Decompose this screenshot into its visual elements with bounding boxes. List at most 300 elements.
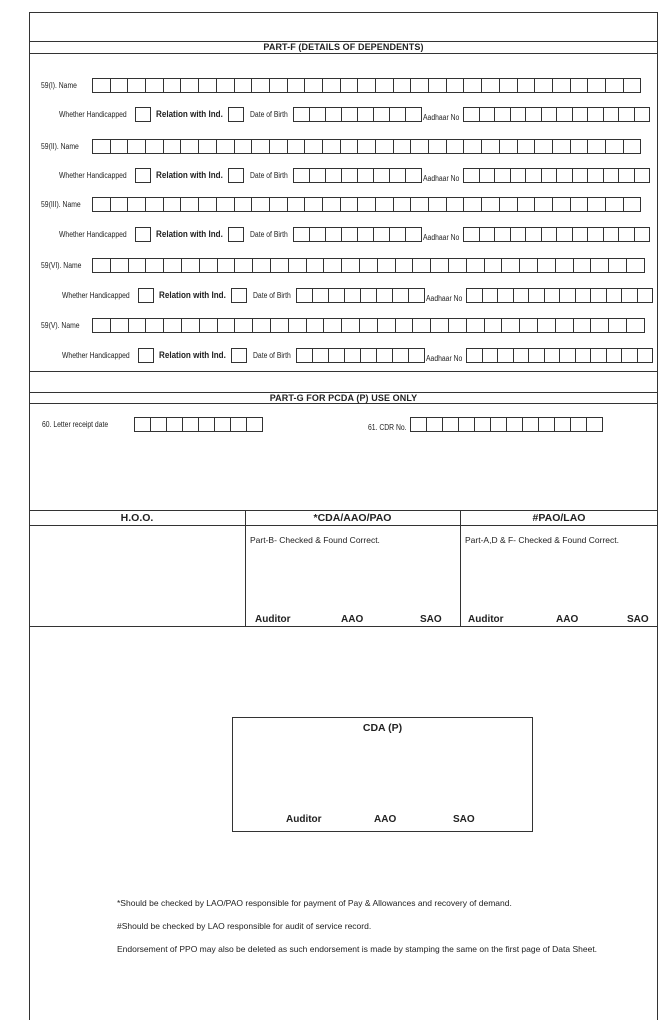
char-box[interactable] bbox=[163, 197, 182, 212]
char-box[interactable] bbox=[92, 318, 111, 333]
char-box[interactable] bbox=[556, 107, 573, 122]
dependent-name-boxes[interactable] bbox=[92, 258, 644, 273]
char-box[interactable] bbox=[198, 417, 215, 432]
char-box[interactable] bbox=[446, 78, 465, 93]
char-box[interactable] bbox=[341, 227, 358, 242]
char-box[interactable] bbox=[605, 139, 624, 154]
char-box[interactable] bbox=[499, 197, 518, 212]
char-box[interactable] bbox=[296, 348, 313, 363]
char-box[interactable] bbox=[163, 318, 182, 333]
char-box[interactable] bbox=[395, 258, 414, 273]
char-box[interactable] bbox=[127, 78, 146, 93]
char-box[interactable] bbox=[517, 78, 536, 93]
char-box[interactable] bbox=[626, 258, 645, 273]
char-box[interactable] bbox=[341, 168, 358, 183]
char-box[interactable] bbox=[481, 78, 500, 93]
char-box[interactable] bbox=[393, 197, 412, 212]
char-box[interactable] bbox=[251, 139, 270, 154]
char-box[interactable] bbox=[328, 348, 345, 363]
aadhaar-boxes[interactable] bbox=[466, 288, 652, 303]
char-box[interactable] bbox=[519, 258, 538, 273]
char-box[interactable] bbox=[304, 197, 323, 212]
char-box[interactable] bbox=[410, 197, 429, 212]
char-box[interactable] bbox=[410, 78, 429, 93]
char-box[interactable] bbox=[234, 258, 253, 273]
char-box[interactable] bbox=[463, 227, 480, 242]
char-box[interactable] bbox=[559, 288, 576, 303]
char-box[interactable] bbox=[528, 348, 545, 363]
char-box[interactable] bbox=[341, 258, 360, 273]
char-box[interactable] bbox=[216, 78, 235, 93]
char-box[interactable] bbox=[181, 318, 200, 333]
handicapped-checkbox[interactable] bbox=[135, 227, 151, 242]
char-box[interactable] bbox=[603, 107, 620, 122]
char-box[interactable] bbox=[552, 197, 571, 212]
char-box[interactable] bbox=[541, 168, 558, 183]
relation-checkbox[interactable] bbox=[228, 168, 244, 183]
char-box[interactable] bbox=[608, 258, 627, 273]
char-box[interactable] bbox=[528, 288, 545, 303]
char-box[interactable] bbox=[430, 258, 449, 273]
char-box[interactable] bbox=[494, 107, 511, 122]
char-box[interactable] bbox=[517, 197, 536, 212]
char-box[interactable] bbox=[556, 168, 573, 183]
char-box[interactable] bbox=[525, 227, 542, 242]
char-box[interactable] bbox=[92, 258, 111, 273]
char-box[interactable] bbox=[110, 78, 129, 93]
char-box[interactable] bbox=[426, 417, 443, 432]
char-box[interactable] bbox=[341, 107, 358, 122]
char-box[interactable] bbox=[322, 78, 341, 93]
char-box[interactable] bbox=[552, 78, 571, 93]
char-box[interactable] bbox=[182, 417, 199, 432]
char-box[interactable] bbox=[128, 258, 147, 273]
char-box[interactable] bbox=[573, 258, 592, 273]
char-box[interactable] bbox=[618, 107, 635, 122]
char-box[interactable] bbox=[252, 258, 271, 273]
char-box[interactable] bbox=[481, 139, 500, 154]
dependent-name-boxes[interactable] bbox=[92, 318, 644, 333]
char-box[interactable] bbox=[587, 168, 604, 183]
char-box[interactable] bbox=[466, 288, 483, 303]
char-box[interactable] bbox=[180, 197, 199, 212]
char-box[interactable] bbox=[555, 258, 574, 273]
char-box[interactable] bbox=[618, 168, 635, 183]
char-box[interactable] bbox=[490, 417, 507, 432]
handicapped-checkbox[interactable] bbox=[135, 107, 151, 122]
char-box[interactable] bbox=[603, 227, 620, 242]
char-box[interactable] bbox=[481, 197, 500, 212]
char-box[interactable] bbox=[482, 348, 499, 363]
char-box[interactable] bbox=[181, 258, 200, 273]
char-box[interactable] bbox=[252, 318, 271, 333]
char-box[interactable] bbox=[198, 78, 217, 93]
char-box[interactable] bbox=[322, 139, 341, 154]
char-box[interactable] bbox=[163, 78, 182, 93]
char-box[interactable] bbox=[360, 288, 377, 303]
dependent-name-boxes[interactable] bbox=[92, 139, 640, 154]
char-box[interactable] bbox=[497, 288, 514, 303]
char-box[interactable] bbox=[428, 139, 447, 154]
char-box[interactable] bbox=[269, 139, 288, 154]
char-box[interactable] bbox=[312, 348, 329, 363]
date-of-birth-boxes[interactable] bbox=[293, 227, 421, 242]
char-box[interactable] bbox=[375, 197, 394, 212]
char-box[interactable] bbox=[448, 318, 467, 333]
char-box[interactable] bbox=[513, 288, 530, 303]
char-box[interactable] bbox=[134, 417, 151, 432]
char-box[interactable] bbox=[304, 78, 323, 93]
char-box[interactable] bbox=[590, 288, 607, 303]
char-box[interactable] bbox=[110, 197, 129, 212]
date-of-birth-boxes[interactable] bbox=[293, 107, 421, 122]
char-box[interactable] bbox=[466, 258, 485, 273]
char-box[interactable] bbox=[393, 139, 412, 154]
char-box[interactable] bbox=[410, 417, 427, 432]
char-box[interactable] bbox=[325, 107, 342, 122]
char-box[interactable] bbox=[623, 78, 642, 93]
char-box[interactable] bbox=[575, 288, 592, 303]
char-box[interactable] bbox=[556, 227, 573, 242]
char-box[interactable] bbox=[344, 348, 361, 363]
char-box[interactable] bbox=[304, 139, 323, 154]
char-box[interactable] bbox=[145, 258, 164, 273]
char-box[interactable] bbox=[501, 258, 520, 273]
char-box[interactable] bbox=[621, 288, 638, 303]
char-box[interactable] bbox=[393, 78, 412, 93]
char-box[interactable] bbox=[357, 107, 374, 122]
char-box[interactable] bbox=[570, 139, 589, 154]
char-box[interactable] bbox=[110, 318, 129, 333]
char-box[interactable] bbox=[541, 107, 558, 122]
char-box[interactable] bbox=[463, 168, 480, 183]
char-box[interactable] bbox=[309, 227, 326, 242]
char-box[interactable] bbox=[389, 107, 406, 122]
char-box[interactable] bbox=[575, 348, 592, 363]
char-box[interactable] bbox=[463, 107, 480, 122]
char-box[interactable] bbox=[359, 258, 378, 273]
relation-checkbox[interactable] bbox=[231, 348, 247, 363]
char-box[interactable] bbox=[463, 78, 482, 93]
char-box[interactable] bbox=[466, 318, 485, 333]
char-box[interactable] bbox=[293, 227, 310, 242]
char-box[interactable] bbox=[287, 139, 306, 154]
char-box[interactable] bbox=[590, 348, 607, 363]
relation-checkbox[interactable] bbox=[228, 107, 244, 122]
letter-receipt-date-boxes[interactable] bbox=[134, 417, 262, 432]
char-box[interactable] bbox=[405, 168, 422, 183]
char-box[interactable] bbox=[163, 139, 182, 154]
char-box[interactable] bbox=[587, 197, 606, 212]
aadhaar-boxes[interactable] bbox=[463, 168, 649, 183]
char-box[interactable] bbox=[634, 168, 651, 183]
char-box[interactable] bbox=[412, 318, 431, 333]
char-box[interactable] bbox=[312, 288, 329, 303]
char-box[interactable] bbox=[412, 258, 431, 273]
char-box[interactable] bbox=[389, 168, 406, 183]
char-box[interactable] bbox=[555, 318, 574, 333]
char-box[interactable] bbox=[198, 197, 217, 212]
char-box[interactable] bbox=[410, 139, 429, 154]
char-box[interactable] bbox=[110, 258, 129, 273]
char-box[interactable] bbox=[269, 78, 288, 93]
char-box[interactable] bbox=[537, 258, 556, 273]
char-box[interactable] bbox=[127, 197, 146, 212]
char-box[interactable] bbox=[360, 348, 377, 363]
char-box[interactable] bbox=[373, 227, 390, 242]
char-box[interactable] bbox=[359, 318, 378, 333]
char-box[interactable] bbox=[570, 197, 589, 212]
handicapped-checkbox[interactable] bbox=[138, 348, 154, 363]
char-box[interactable] bbox=[128, 318, 147, 333]
char-box[interactable] bbox=[341, 318, 360, 333]
char-box[interactable] bbox=[306, 318, 325, 333]
char-box[interactable] bbox=[357, 197, 376, 212]
char-box[interactable] bbox=[623, 197, 642, 212]
char-box[interactable] bbox=[357, 78, 376, 93]
char-box[interactable] bbox=[230, 417, 247, 432]
char-box[interactable] bbox=[357, 168, 374, 183]
char-box[interactable] bbox=[510, 227, 527, 242]
date-of-birth-boxes[interactable] bbox=[296, 288, 424, 303]
char-box[interactable] bbox=[501, 318, 520, 333]
char-box[interactable] bbox=[513, 348, 530, 363]
char-box[interactable] bbox=[626, 318, 645, 333]
char-box[interactable] bbox=[605, 78, 624, 93]
char-box[interactable] bbox=[606, 288, 623, 303]
char-box[interactable] bbox=[357, 227, 374, 242]
char-box[interactable] bbox=[377, 258, 396, 273]
char-box[interactable] bbox=[392, 288, 409, 303]
char-box[interactable] bbox=[637, 288, 654, 303]
char-box[interactable] bbox=[428, 197, 447, 212]
char-box[interactable] bbox=[538, 417, 555, 432]
char-box[interactable] bbox=[246, 417, 263, 432]
char-box[interactable] bbox=[340, 139, 359, 154]
char-box[interactable] bbox=[494, 227, 511, 242]
char-box[interactable] bbox=[127, 139, 146, 154]
char-box[interactable] bbox=[375, 139, 394, 154]
char-box[interactable] bbox=[494, 168, 511, 183]
char-box[interactable] bbox=[405, 107, 422, 122]
char-box[interactable] bbox=[634, 107, 651, 122]
char-box[interactable] bbox=[463, 197, 482, 212]
char-box[interactable] bbox=[145, 197, 164, 212]
char-box[interactable] bbox=[217, 258, 236, 273]
char-box[interactable] bbox=[442, 417, 459, 432]
char-box[interactable] bbox=[482, 288, 499, 303]
char-box[interactable] bbox=[544, 348, 561, 363]
char-box[interactable] bbox=[484, 258, 503, 273]
char-box[interactable] bbox=[340, 78, 359, 93]
char-box[interactable] bbox=[296, 288, 313, 303]
char-box[interactable] bbox=[552, 139, 571, 154]
aadhaar-boxes[interactable] bbox=[463, 227, 649, 242]
char-box[interactable] bbox=[150, 417, 167, 432]
char-box[interactable] bbox=[623, 139, 642, 154]
char-box[interactable] bbox=[525, 107, 542, 122]
char-box[interactable] bbox=[234, 197, 253, 212]
char-box[interactable] bbox=[590, 258, 609, 273]
date-of-birth-boxes[interactable] bbox=[293, 168, 421, 183]
char-box[interactable] bbox=[570, 417, 587, 432]
char-box[interactable] bbox=[328, 288, 345, 303]
char-box[interactable] bbox=[214, 417, 231, 432]
char-box[interactable] bbox=[525, 168, 542, 183]
char-box[interactable] bbox=[537, 318, 556, 333]
char-box[interactable] bbox=[306, 258, 325, 273]
char-box[interactable] bbox=[474, 417, 491, 432]
char-box[interactable] bbox=[479, 227, 496, 242]
char-box[interactable] bbox=[340, 197, 359, 212]
char-box[interactable] bbox=[430, 318, 449, 333]
char-box[interactable] bbox=[216, 139, 235, 154]
char-box[interactable] bbox=[198, 139, 217, 154]
char-box[interactable] bbox=[270, 258, 289, 273]
char-box[interactable] bbox=[92, 197, 111, 212]
char-box[interactable] bbox=[377, 318, 396, 333]
char-box[interactable] bbox=[446, 197, 465, 212]
char-box[interactable] bbox=[603, 168, 620, 183]
char-box[interactable] bbox=[376, 288, 393, 303]
char-box[interactable] bbox=[573, 318, 592, 333]
char-box[interactable] bbox=[288, 318, 307, 333]
char-box[interactable] bbox=[484, 318, 503, 333]
char-box[interactable] bbox=[590, 318, 609, 333]
char-box[interactable] bbox=[288, 258, 307, 273]
char-box[interactable] bbox=[554, 417, 571, 432]
char-box[interactable] bbox=[570, 78, 589, 93]
char-box[interactable] bbox=[293, 168, 310, 183]
char-box[interactable] bbox=[376, 348, 393, 363]
char-box[interactable] bbox=[519, 318, 538, 333]
char-box[interactable] bbox=[587, 107, 604, 122]
char-box[interactable] bbox=[499, 139, 518, 154]
char-box[interactable] bbox=[395, 318, 414, 333]
char-box[interactable] bbox=[572, 107, 589, 122]
char-box[interactable] bbox=[637, 348, 654, 363]
char-box[interactable] bbox=[408, 288, 425, 303]
char-box[interactable] bbox=[323, 258, 342, 273]
relation-checkbox[interactable] bbox=[228, 227, 244, 242]
char-box[interactable] bbox=[145, 78, 164, 93]
char-box[interactable] bbox=[587, 139, 606, 154]
char-box[interactable] bbox=[199, 318, 218, 333]
cdr-no-boxes[interactable] bbox=[410, 417, 602, 432]
char-box[interactable] bbox=[293, 107, 310, 122]
char-box[interactable] bbox=[572, 227, 589, 242]
char-box[interactable] bbox=[510, 107, 527, 122]
char-box[interactable] bbox=[479, 168, 496, 183]
char-box[interactable] bbox=[309, 168, 326, 183]
char-box[interactable] bbox=[458, 417, 475, 432]
char-box[interactable] bbox=[344, 288, 361, 303]
char-box[interactable] bbox=[309, 107, 326, 122]
char-box[interactable] bbox=[586, 417, 603, 432]
char-box[interactable] bbox=[544, 288, 561, 303]
char-box[interactable] bbox=[534, 197, 553, 212]
char-box[interactable] bbox=[517, 139, 536, 154]
char-box[interactable] bbox=[234, 318, 253, 333]
char-box[interactable] bbox=[534, 139, 553, 154]
char-box[interactable] bbox=[522, 417, 539, 432]
char-box[interactable] bbox=[506, 417, 523, 432]
char-box[interactable] bbox=[373, 107, 390, 122]
aadhaar-boxes[interactable] bbox=[463, 107, 649, 122]
char-box[interactable] bbox=[608, 318, 627, 333]
dependent-name-boxes[interactable] bbox=[92, 197, 640, 212]
char-box[interactable] bbox=[606, 348, 623, 363]
char-box[interactable] bbox=[618, 227, 635, 242]
char-box[interactable] bbox=[110, 139, 129, 154]
char-box[interactable] bbox=[287, 197, 306, 212]
char-box[interactable] bbox=[373, 168, 390, 183]
char-box[interactable] bbox=[216, 197, 235, 212]
char-box[interactable] bbox=[587, 227, 604, 242]
char-box[interactable] bbox=[479, 107, 496, 122]
char-box[interactable] bbox=[541, 227, 558, 242]
char-box[interactable] bbox=[357, 139, 376, 154]
char-box[interactable] bbox=[145, 139, 164, 154]
char-box[interactable] bbox=[605, 197, 624, 212]
char-box[interactable] bbox=[163, 258, 182, 273]
handicapped-checkbox[interactable] bbox=[138, 288, 154, 303]
char-box[interactable] bbox=[634, 227, 651, 242]
char-box[interactable] bbox=[180, 139, 199, 154]
char-box[interactable] bbox=[234, 78, 253, 93]
char-box[interactable] bbox=[234, 139, 253, 154]
char-box[interactable] bbox=[269, 197, 288, 212]
date-of-birth-boxes[interactable] bbox=[296, 348, 424, 363]
char-box[interactable] bbox=[322, 197, 341, 212]
char-box[interactable] bbox=[323, 318, 342, 333]
char-box[interactable] bbox=[408, 348, 425, 363]
char-box[interactable] bbox=[251, 78, 270, 93]
char-box[interactable] bbox=[587, 78, 606, 93]
relation-checkbox[interactable] bbox=[231, 288, 247, 303]
dependent-name-boxes[interactable] bbox=[92, 78, 640, 93]
char-box[interactable] bbox=[534, 78, 553, 93]
char-box[interactable] bbox=[92, 139, 111, 154]
char-box[interactable] bbox=[392, 348, 409, 363]
char-box[interactable] bbox=[621, 348, 638, 363]
char-box[interactable] bbox=[389, 227, 406, 242]
char-box[interactable] bbox=[463, 139, 482, 154]
char-box[interactable] bbox=[251, 197, 270, 212]
char-box[interactable] bbox=[375, 78, 394, 93]
char-box[interactable] bbox=[448, 258, 467, 273]
char-box[interactable] bbox=[92, 78, 111, 93]
char-box[interactable] bbox=[180, 78, 199, 93]
handicapped-checkbox[interactable] bbox=[135, 168, 151, 183]
char-box[interactable] bbox=[217, 318, 236, 333]
char-box[interactable] bbox=[145, 318, 164, 333]
char-box[interactable] bbox=[559, 348, 576, 363]
char-box[interactable] bbox=[405, 227, 422, 242]
char-box[interactable] bbox=[446, 139, 465, 154]
char-box[interactable] bbox=[270, 318, 289, 333]
char-box[interactable] bbox=[466, 348, 483, 363]
aadhaar-boxes[interactable] bbox=[466, 348, 652, 363]
char-box[interactable] bbox=[499, 78, 518, 93]
char-box[interactable] bbox=[497, 348, 514, 363]
char-box[interactable] bbox=[199, 258, 218, 273]
char-box[interactable] bbox=[325, 168, 342, 183]
char-box[interactable] bbox=[428, 78, 447, 93]
char-box[interactable] bbox=[510, 168, 527, 183]
char-box[interactable] bbox=[572, 168, 589, 183]
char-box[interactable] bbox=[287, 78, 306, 93]
